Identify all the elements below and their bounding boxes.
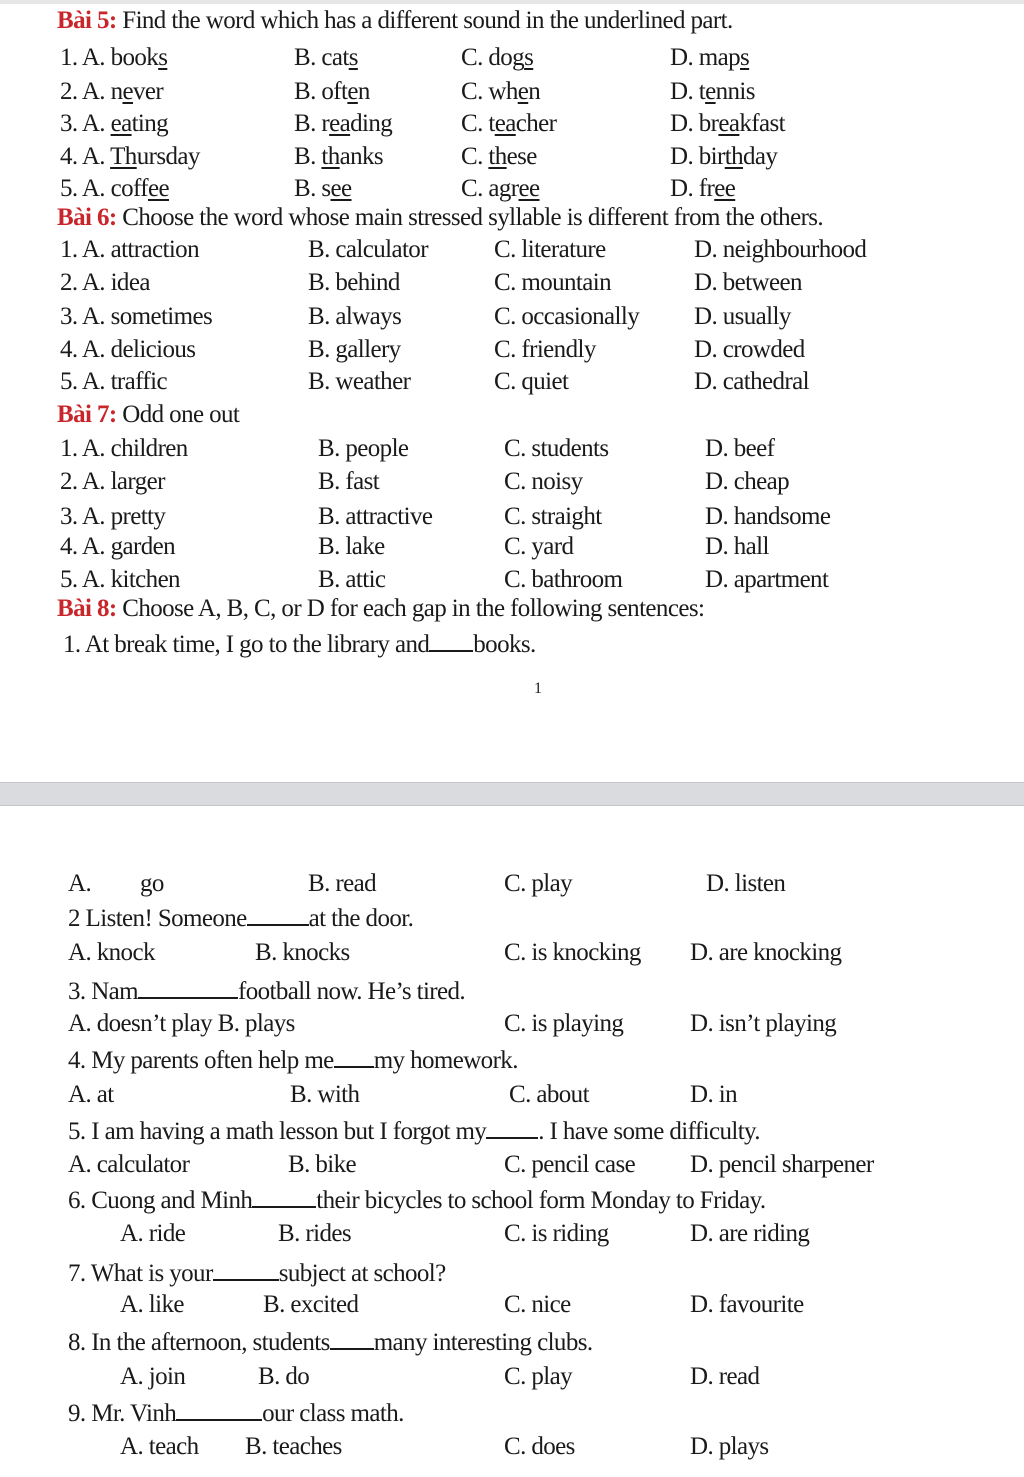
bai5-heading [57,6,733,36]
bai5-label: Bài 5: [57,7,117,34]
q6-option-b[interactable]: B. rides [278,1220,351,1247]
bai7-q4-option-c[interactable]: C. yard [504,533,574,560]
bai5-q2-option-c[interactable]: C. when [461,78,541,105]
bai5-q5-option-b[interactable]: B. see [294,175,352,202]
q3-option-a-b[interactable]: A. doesn’t play B. plays [68,1010,295,1037]
bai7-heading [57,400,239,430]
bai5-q5-option-c[interactable]: C. agree [461,175,540,202]
bai7-q2-option-c[interactable]: C. noisy [504,468,583,495]
bai6-title: Choose the word whose main stressed syllable is different from the others. [116,204,824,231]
bai7-q5-option-b[interactable]: B. attic [318,566,386,593]
underlined-part: ee [147,175,169,202]
answer-blank[interactable] [429,628,473,652]
bai5-q3-option-d[interactable]: D. breakfast [670,110,785,137]
bai5-q4-option-a[interactable]: 4. A. Thursday [60,143,200,170]
question-8: 8. In the afternoon, students many interesting clubs. [68,1326,593,1358]
bai6-q1-option-c[interactable]: C. literature [494,236,606,263]
bai7-q4-option-b[interactable]: B. lake [318,533,385,560]
q7-option-d[interactable]: D. favourite [690,1291,804,1318]
q9-option-c[interactable]: C. does [504,1433,575,1460]
q4-option-a[interactable]: A. at [68,1081,114,1108]
question-7: 7. What is your subject at school? [68,1257,446,1289]
bai7-q1-option-b[interactable]: B. people [318,435,409,462]
bai6-q5-option-c[interactable]: C. quiet [494,368,569,395]
bai7-q3-option-b[interactable]: B. attractive [318,503,433,530]
q2-option-d[interactable]: D. are knocking [690,939,842,966]
bai7-q4-option-d[interactable]: D. hall [705,533,769,560]
bai6-label: Bài 6: [57,204,117,231]
bai5-q2-option-d[interactable]: D. tennis [670,78,755,105]
bai5-q3-option-c[interactable]: C. teacher [461,110,557,137]
bai6-q3-option-c[interactable]: C. occasionally [494,303,640,330]
question-6: 6. Cuong and Minh their bicycles to school form Monday to Friday. [68,1184,766,1216]
q5-option-c[interactable]: C. pencil case [504,1151,636,1178]
q7-option-b[interactable]: B. excited [263,1291,359,1318]
bai6-q2-option-c[interactable]: C. mountain [494,269,612,296]
q6-option-c[interactable]: C. is riding [504,1220,609,1247]
bai6-q3-option-d[interactable]: D. usually [694,303,791,330]
q1-option-c[interactable]: C. play [504,870,573,897]
q5-option-a[interactable]: A. calculator [68,1151,190,1178]
bai6-q3-option-b[interactable]: B. always [308,303,402,330]
bai6-q1-option-b[interactable]: B. calculator [308,236,428,263]
underlined-part: s [348,44,358,71]
bai7-q1-option-c[interactable]: C. students [504,435,609,462]
q8-option-a[interactable]: A. join [120,1363,186,1390]
bai7-q5-option-c[interactable]: C. bathroom [504,566,623,593]
q1-option-a-letter[interactable]: A. [68,870,92,897]
answer-blank[interactable] [138,975,238,999]
bai8-title: Choose A, B, C, or D for each gap in the following sentences: [116,595,705,622]
bai8-heading [57,594,704,624]
q2-option-b[interactable]: B. knocks [255,939,350,966]
bai6-q4-option-b[interactable]: B. gallery [308,336,401,363]
bai5-q1-option-a[interactable]: 1. A. books [60,44,168,71]
q4-option-c[interactable]: C. about [509,1081,589,1108]
q8-option-d[interactable]: D. read [690,1363,760,1390]
q4-option-b[interactable]: B. with [290,1081,360,1108]
bai5-q4-option-b[interactable]: B. thanks [294,143,384,170]
bai6-q2-option-d[interactable]: D. between [694,269,802,296]
question-5: 5. I am having a math lesson but I forgot my . I have some difficulty. [68,1115,760,1147]
bai6-q5-option-d[interactable]: D. cathedral [694,368,809,395]
page-number: 1 [534,680,542,697]
bai7-title: Odd one out [116,401,240,428]
bai5-q1-option-c[interactable]: C. dogs [461,44,534,71]
answer-blank[interactable] [334,1044,374,1068]
page-top-border [0,0,1024,4]
bai6-q2-option-a[interactable]: 2. A. idea [60,269,150,296]
q8-option-c[interactable]: C. play [504,1363,573,1390]
bai7-label: Bài 7: [57,401,117,428]
answer-blank[interactable] [330,1326,374,1350]
underlined-part: s [524,44,534,71]
bai6-q4-option-d[interactable]: D. crowded [694,336,805,363]
bai7-q3-option-d[interactable]: D. handsome [705,503,831,530]
bai7-q2-option-d[interactable]: D. cheap [705,468,790,495]
bai6-heading [57,203,823,233]
q3-option-c[interactable]: C. is playing [504,1010,624,1037]
q5-option-b[interactable]: B. bike [288,1151,357,1178]
question-9: 9. Mr. Vinh our class math. [68,1397,404,1429]
bai6-q4-option-a[interactable]: 4. A. delicious [60,336,196,363]
underlined-part: e [517,78,529,105]
q6-option-d[interactable]: D. are riding [690,1220,810,1247]
q1-option-b[interactable]: B. read [308,870,376,897]
bai5-q3-option-a[interactable]: 3. A. eating [60,110,169,137]
bai8-label: Bài 8: [57,595,117,622]
bai7-q3-option-a[interactable]: 3. A. pretty [60,503,166,530]
question-4: 4. My parents often help me my homework. [68,1044,518,1076]
underlined-part: s [158,44,168,71]
q6-option-a[interactable]: A. ride [120,1220,186,1247]
q4-option-d[interactable]: D. in [690,1081,738,1108]
bai7-q5-option-a[interactable]: 5. A. kitchen [60,566,180,593]
bai6-q5-option-a[interactable]: 5. A. traffic [60,368,167,395]
bai6-q2-option-b[interactable]: B. behind [308,269,400,296]
underlined-part: ee [330,175,352,202]
bai7-q3-option-c[interactable]: C. straight [504,503,602,530]
q2-option-c[interactable]: C. is knocking [504,939,641,966]
bai6-q4-option-c[interactable]: C. friendly [494,336,596,363]
answer-blank[interactable] [247,902,309,926]
bai7-q1-option-a[interactable]: 1. A. children [60,435,188,462]
question-1: 1. At break time, I go to the library and books. [63,628,536,660]
q7-option-a[interactable]: A. like [120,1291,184,1318]
bai5-q3-option-b[interactable]: B. reading [294,110,393,137]
bai5-q4-option-c[interactable]: C. these [461,143,537,170]
underlined-part: e [705,78,716,105]
underlined-part: e [122,78,133,105]
bai5-q2-option-b[interactable]: B. often [294,78,370,105]
underlined-part: th [321,143,340,170]
bai5-q5-option-a[interactable]: 5. A. coffee [60,175,169,202]
bai7-q4-option-a[interactable]: 4. A. garden [60,533,175,560]
q3-option-d[interactable]: D. isn’t playing [690,1010,837,1037]
underlined-part: ee [714,175,736,202]
q8-option-b[interactable]: B. do [258,1363,310,1390]
bai5-title: Find the word which has a different sound in the underlined part. [116,7,733,34]
bai6-q5-option-b[interactable]: B. weather [308,368,411,395]
q5-option-d[interactable]: D. pencil sharpener [690,1151,874,1178]
page-break [0,782,1024,806]
bai6-q3-option-a[interactable]: 3. A. sometimes [60,303,213,330]
bai5-q5-option-d[interactable]: D. free [670,175,736,202]
underlined-part: ee [518,175,540,202]
q1-option-d[interactable]: D. listen [706,870,786,897]
question-3: 3. Nam football now. He’s tired. [68,975,465,1007]
underlined-part: e [347,78,358,105]
bai6-q1-option-a[interactable]: 1. A. attraction [60,236,199,263]
underlined-part: Th [110,143,137,170]
bai7-q2-option-b[interactable]: B. fast [318,468,380,495]
answer-blank[interactable] [213,1257,279,1281]
answer-blank[interactable] [176,1397,262,1421]
bai5-q1-option-b[interactable]: B. cats [294,44,358,71]
underlined-part: ea [110,110,132,137]
bai5-q1-option-d[interactable]: D. maps [670,44,750,71]
q1-option-a-word[interactable]: go [140,870,164,897]
q9-option-a[interactable]: A. teach [120,1433,199,1460]
q9-option-d[interactable]: D. plays [690,1433,769,1460]
q7-option-c[interactable]: C. nice [504,1291,571,1318]
bai6-q1-option-d[interactable]: D. neighbourhood [694,236,867,263]
bai7-q1-option-d[interactable]: D. beef [705,435,775,462]
bai7-q5-option-d[interactable]: D. apartment [705,566,829,593]
underlined-part: th [488,143,507,170]
bai7-q2-option-a[interactable]: 2. A. larger [60,468,165,495]
q2-option-a[interactable]: A. knock [68,939,155,966]
underlined-part: s [740,44,750,71]
answer-blank[interactable] [252,1184,316,1208]
underlined-part: ea [329,110,351,137]
q9-option-b[interactable]: B. teaches [245,1433,342,1460]
question-2: 2 Listen! Someone at the door. [68,902,413,934]
bai5-q4-option-d[interactable]: D. birthday [670,143,778,170]
bai5-q2-option-a[interactable]: 2. A. never [60,78,164,105]
underlined-part: ea [494,110,516,137]
underlined-part: ea [718,110,740,137]
underlined-part: th [724,143,743,170]
answer-blank[interactable] [486,1115,538,1139]
